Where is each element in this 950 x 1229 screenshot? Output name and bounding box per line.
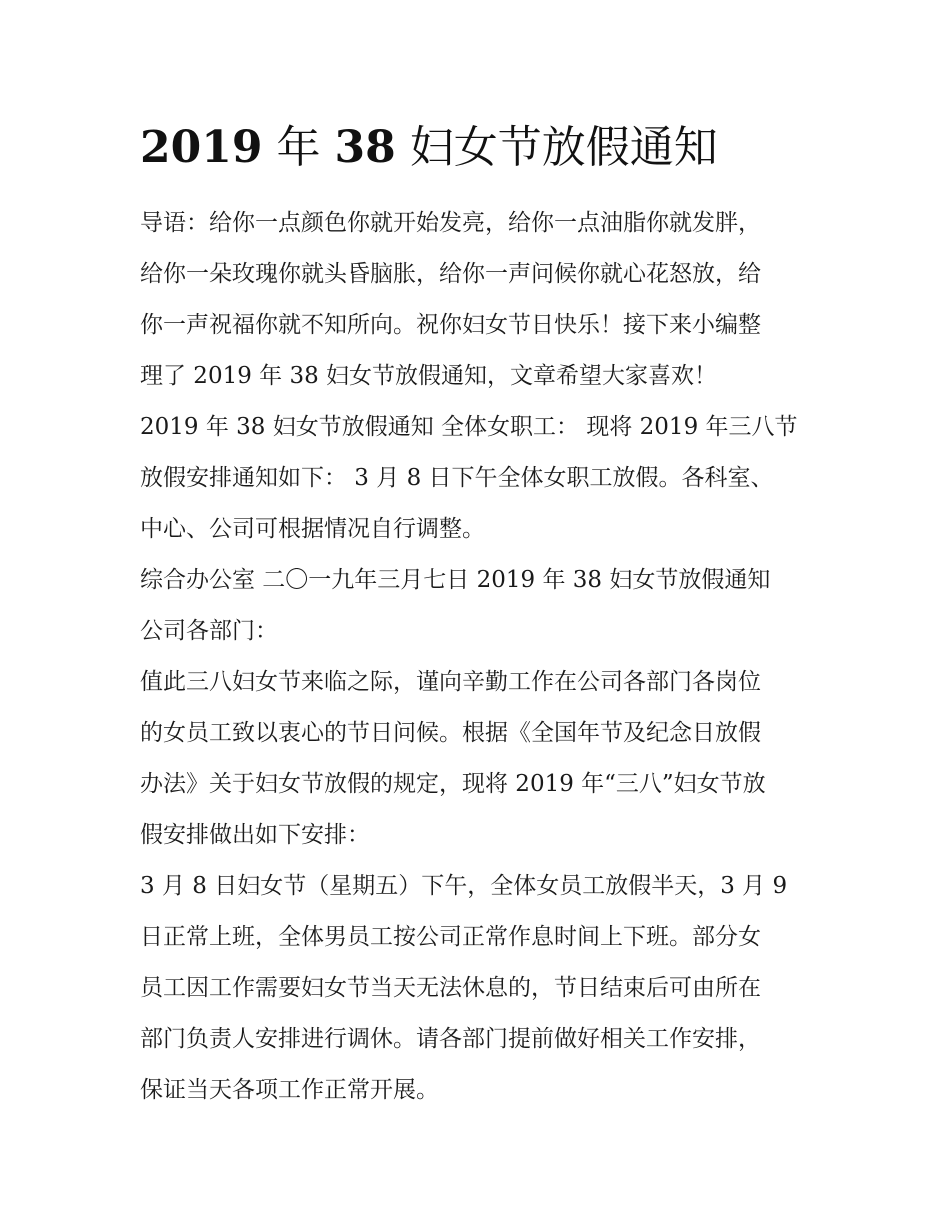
body-line: 保证当天各项工作正常开展。 <box>140 1077 439 1103</box>
body-line: 值此三八妇女节来临之际，谨向辛勤工作在公司各部门各岗位 <box>140 669 761 695</box>
body-line: 放假安排通知如下： 3 月 8 日下午全体女职工放假。各科室、 <box>140 465 774 491</box>
body-line: 你一声祝福你就不知所向。祝你妇女节日快乐！接下来小编整 <box>140 312 761 338</box>
body-line: 办法》关于妇女节放假的规定，现将 2019 年“三八”妇女节放 <box>140 771 766 797</box>
title-year-suffix: 年 <box>276 122 321 173</box>
title-text: 妇女节放假通知 <box>409 122 718 173</box>
body-line: 导语：给你一点颜色你就开始发亮，给你一点油脂你就发胖， <box>140 210 761 236</box>
body-line: 员工因工作需要妇女节当天无法休息的，节日结束后可由所在 <box>140 975 761 1001</box>
body-line: 公司各部门： <box>140 618 278 644</box>
body-line: 2019 年 38 妇女节放假通知 全体女职工： 现将 2019 年三八节 <box>140 414 798 440</box>
body-line: 部门负责人安排进行调休。请各部门提前做好相关工作安排， <box>140 1026 761 1052</box>
body-line: 日正常上班，全体男员工按公司正常作息时间上下班。部分女 <box>140 924 761 950</box>
body-line: 理了 2019 年 38 妇女节放假通知，文章希望大家喜欢！ <box>140 363 718 389</box>
body-line: 给你一朵玫瑰你就头昏脑胀，给你一声问候你就心花怒放，给 <box>140 261 761 287</box>
document-title <box>140 118 718 178</box>
body-line: 的女员工致以衷心的节日问候。根据《全国年节及纪念日放假 <box>140 720 761 746</box>
title-day: 38 <box>334 122 396 173</box>
body-line: 综合办公室 二〇一九年三月七日 2019 年 38 妇女节放假通知 <box>140 567 771 593</box>
title-year: 2019 <box>140 122 263 173</box>
body-line: 中心、公司可根据情况自行调整。 <box>140 516 485 542</box>
body-line: 假安排做出如下安排： <box>140 822 370 848</box>
document-body <box>140 198 810 1116</box>
body-line: 3 月 8 日妇女节（星期五）下午，全体女员工放假半天，3 月 9 <box>140 873 788 899</box>
